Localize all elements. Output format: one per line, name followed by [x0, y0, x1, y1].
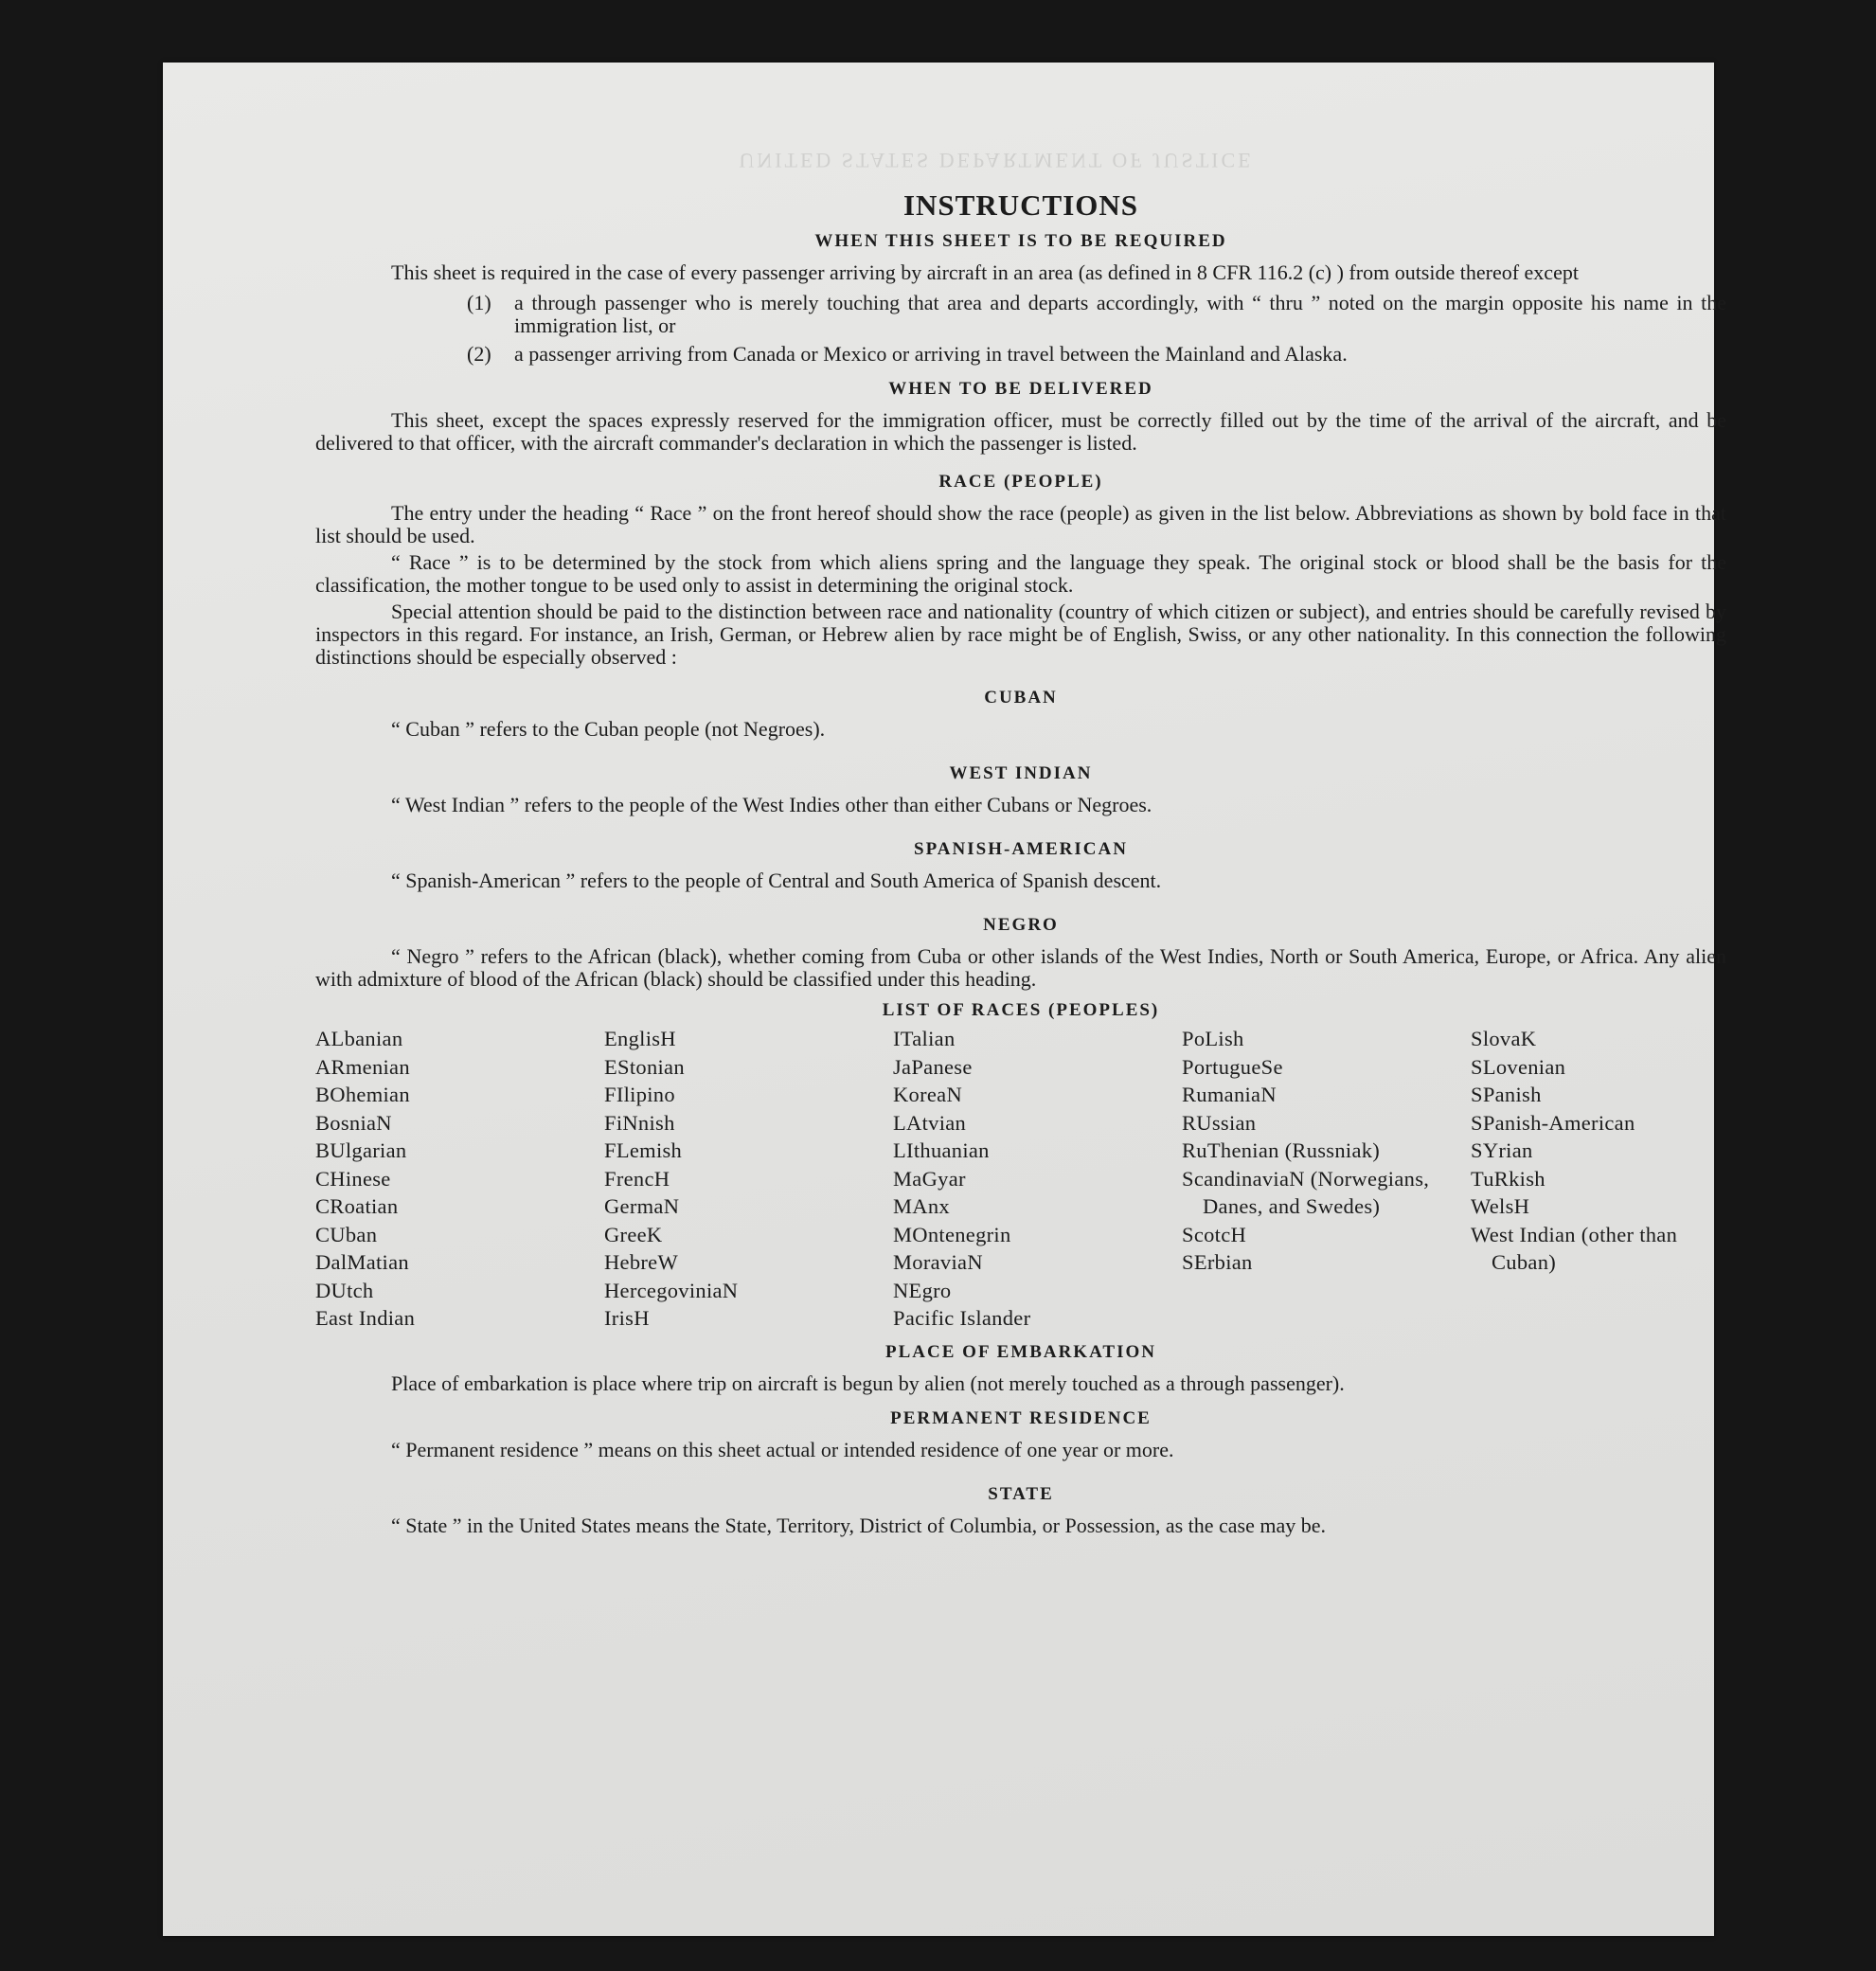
heading-permanent-residence: PERMANENT RESIDENCE: [890, 1407, 1152, 1428]
race-entry: HebreW: [604, 1250, 679, 1274]
race-column: [604, 1025, 860, 1333]
instructions-content: [315, 189, 1726, 1549]
race-entry: PoLish: [1182, 1027, 1244, 1050]
race-entry: GermaN: [604, 1194, 680, 1218]
race-entry: WelsH: [1471, 1194, 1530, 1218]
heading-race: RACE (PEOPLE): [938, 472, 1103, 492]
state-text: “ State ” in the United States means the State, Territory, District of Columbia, or Possession, as the case may be.: [391, 1513, 1327, 1537]
cuban-text: “ Cuban ” refers to the Cuban people (not Negroes).: [391, 717, 826, 741]
race-entry: SlovaK: [1471, 1027, 1537, 1050]
spanish-american-text: “ Spanish-American ” refers to the people of Central and South America of Spanish descent.: [391, 869, 1162, 892]
race-entry: FrencH: [604, 1166, 670, 1191]
race-entry: ITalian: [893, 1027, 956, 1050]
race-entry: NEgro: [893, 1278, 952, 1302]
race-entry: RumaniaN: [1182, 1083, 1277, 1106]
race-entry: CRoatian: [315, 1194, 399, 1218]
race-entry: CUban: [315, 1222, 378, 1246]
heading-negro: NEGRO: [983, 915, 1059, 935]
embarkation-text: Place of embarkation is place where trip on aircraft is begun by alien (not merely touched as a through passenger).: [391, 1371, 1345, 1395]
when-required-intro: This sheet is required in the case of every passenger arriving by aircraft in an area (as defined in 8 CFR 116.2 (c) ) from outside thereof except: [391, 260, 1579, 284]
heading-list-of-races: LIST OF RACES (PEOPLES): [882, 1000, 1160, 1020]
race-entry: MAnx: [893, 1194, 950, 1218]
race-paragraph-2: “ Race ” is to be determined by the stock from which aliens spring and the language they speak. The original stock or blood shall be the basis for the classification, the mother tongue to be used only to assist in determining the original stock.: [315, 550, 1726, 597]
race-entry: BUlgarian: [315, 1138, 407, 1162]
race-entry: MaGyar: [893, 1166, 966, 1191]
race-entry: LAtvian: [893, 1110, 967, 1135]
race-entry: ALbanian: [315, 1027, 403, 1050]
race-entry: RuThenian (Russniak): [1182, 1138, 1381, 1162]
race-entry: SPanish: [1471, 1083, 1542, 1106]
races-table: [315, 1025, 1726, 1333]
when-delivered-text: This sheet, except the spaces expressly reserved for the immigration officer, must be correctly filled out by the time of the arrival of the aircraft, and be delivered to that officer, with the aircraft commander's declaration in which the passenger is listed.: [315, 408, 1726, 455]
heading-cuban: CUBAN: [984, 688, 1058, 708]
race-entry: ARmenian: [315, 1054, 410, 1079]
race-entry: East Indian: [315, 1306, 416, 1330]
race-entry: DUtch: [315, 1278, 374, 1302]
race-entry: GreeK: [604, 1222, 663, 1246]
race-paragraph-1: The entry under the heading “ Race ” on the front hereof should show the race (people) as given in the list below. Abbreviations as shown by bold face in that list should be used.: [315, 501, 1726, 547]
race-paragraph-3: Special attention should be paid to the distinction between race and nationality (country of which citizen or subject), and entries should be carefully revised by inspectors in this regard. For instance, an Irish, German, or Hebrew alien by race might be of English, Swiss, or any other nationality. In this connection the following distinctions should be especially observed :: [315, 600, 1726, 669]
west-indian-text: “ West Indian ” refers to the people of the West Indies other than either Cubans or Negroes.: [391, 793, 1152, 816]
heading-embarkation: PLACE OF EMBARKATION: [885, 1341, 1156, 1362]
race-entry: IrisH: [604, 1306, 650, 1330]
race-entry: DalMatian: [315, 1250, 409, 1274]
heading-spanish-american: SPANISH-AMERICAN: [914, 839, 1128, 859]
permanent-residence-text: “ Permanent residence ” means on this sheet actual or intended residence of one year or more.: [391, 1437, 1174, 1461]
race-entry: MOntenegrin: [893, 1222, 1011, 1246]
race-entry: SPanish-American: [1471, 1110, 1635, 1135]
race-column: [1182, 1025, 1438, 1333]
exception-item: [315, 292, 1726, 337]
race-entry: ScandinaviaN (Norwegians, Danes, and Swedes): [1182, 1166, 1430, 1218]
race-entry: RUssian: [1182, 1110, 1257, 1135]
race-entry: MoraviaN: [893, 1250, 983, 1274]
race-entry: PortugueSe: [1182, 1054, 1283, 1079]
race-entry: FIlipino: [604, 1083, 675, 1106]
race-entry: ScotcH: [1182, 1222, 1247, 1246]
race-entry: CHinese: [315, 1166, 391, 1191]
race-column: [893, 1025, 1149, 1333]
race-column: [315, 1025, 571, 1333]
race-entry: EStonian: [604, 1054, 685, 1079]
item-text: a through passenger who is merely touching that area and departs accordingly, with “ thru ” noted on the margin opposite his name in the immigration list, or: [514, 291, 1726, 337]
race-column: [1471, 1025, 1726, 1333]
race-entry: Pacific Islander: [893, 1306, 1031, 1330]
item-text: a passenger arriving from Canada or Mexico or arriving in travel between the Mainland and Alaska.: [514, 342, 1348, 366]
race-entry: SLovenian: [1471, 1054, 1566, 1079]
race-entry: BosniaN: [315, 1110, 392, 1135]
negro-text: “ Negro ” refers to the African (black), whether coming from Cuba or other islands of the West Indies, North or South America, Europe, or Africa. Any alien with admixture of blood of the African (black) should be classified under this heading.: [315, 944, 1726, 991]
heading-west-indian: WEST INDIAN: [949, 763, 1093, 783]
item-number: (1): [467, 291, 491, 314]
document-sheet: [163, 63, 1726, 1936]
race-entry: FiNnish: [604, 1110, 675, 1135]
item-number: (2): [467, 342, 491, 366]
heading-state: STATE: [988, 1483, 1054, 1504]
race-entry: SYrian: [1471, 1138, 1533, 1162]
heading-when-delivered: WHEN TO BE DELIVERED: [888, 379, 1153, 399]
race-entry: JaPanese: [893, 1054, 973, 1079]
race-entry: LIthuanian: [893, 1138, 990, 1162]
race-entry: HercegoviniaN: [604, 1278, 739, 1302]
race-entry: FLemish: [604, 1138, 683, 1162]
show-through-text: UNITED STATES DEPARTMENT OF JUSTICE: [739, 149, 1254, 172]
race-entry: EnglisH: [604, 1027, 676, 1050]
exception-item: [315, 343, 1726, 366]
race-entry: TuRkish: [1471, 1166, 1545, 1191]
race-entry: West Indian (other than Cuban): [1471, 1222, 1678, 1274]
race-entry: SErbian: [1182, 1250, 1253, 1274]
race-entry: KoreaN: [893, 1083, 963, 1106]
heading-when-required: WHEN THIS SHEET IS TO BE REQUIRED: [814, 231, 1227, 251]
race-entry: BOhemian: [315, 1083, 410, 1106]
page-title: INSTRUCTIONS: [902, 188, 1138, 222]
